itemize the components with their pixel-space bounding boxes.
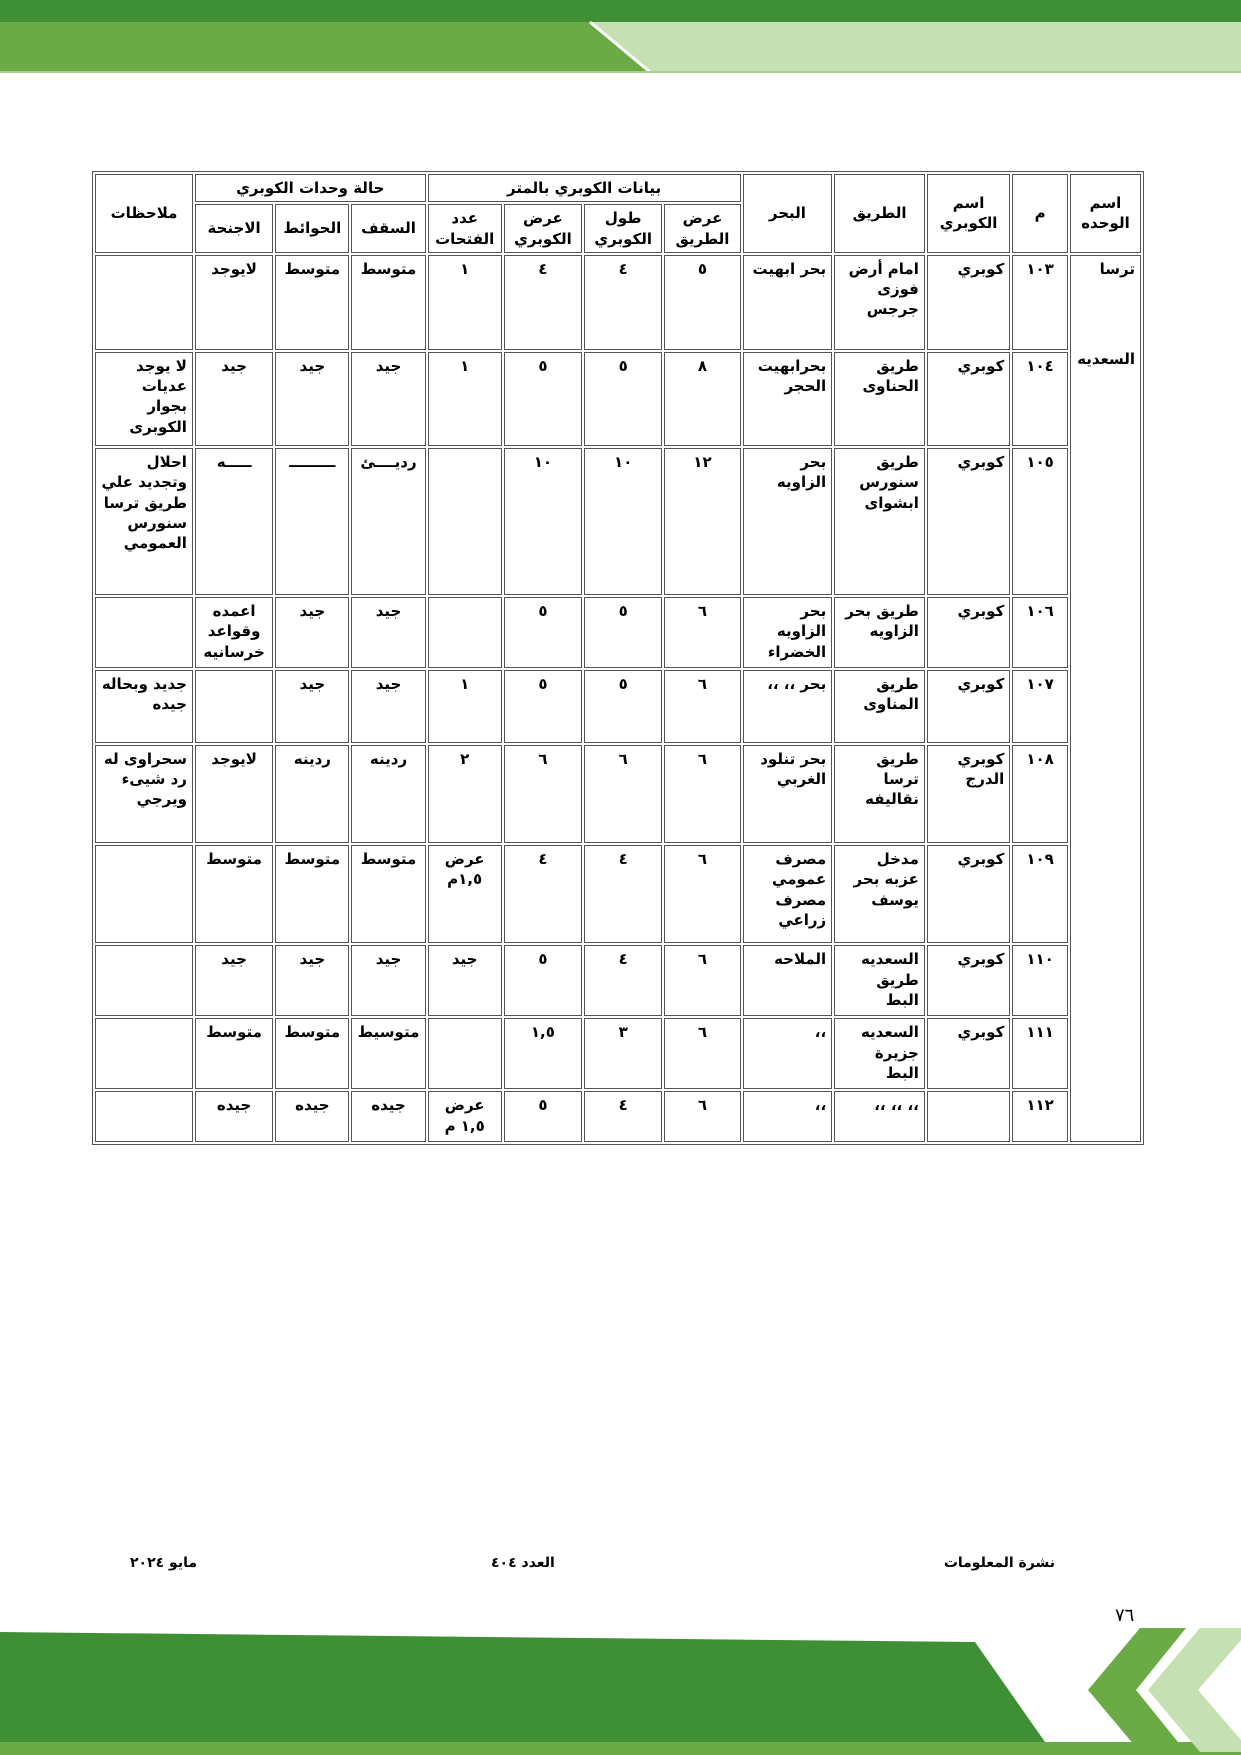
row-walls: متوسط	[275, 845, 349, 943]
header-wings: الاجنحة	[195, 204, 273, 253]
header-road: الطريق	[834, 174, 925, 253]
row-notes: احلال وتجديد علي طريق ترسا سنورس العمومي	[95, 448, 193, 595]
row-wings	[195, 670, 273, 743]
row-num: ١١١	[1012, 1018, 1068, 1089]
row-wings: اعمده وقواعد خرسانيه	[195, 597, 273, 668]
row-walls: جيد	[275, 352, 349, 446]
row-road: السعديه طريق البط	[834, 945, 925, 1016]
row-notes: جديد وبحاله جيده	[95, 670, 193, 743]
row-bridge-length: ٥	[584, 352, 662, 446]
row-roof: ردينه	[351, 745, 425, 843]
row-walls: ـــــــــ	[275, 448, 349, 595]
row-wings: جيده	[195, 1091, 273, 1142]
row-canal: مصرف عمومي مصرف زراعي	[743, 845, 833, 943]
row-road-width: ٦	[664, 1018, 740, 1089]
row-road-width: ٦	[664, 1091, 740, 1142]
row-openings: ٢	[428, 745, 502, 843]
row-roof: جيد	[351, 945, 425, 1016]
row-openings: عرض ١,٥م	[428, 845, 502, 943]
row-bridge-width: ٦	[504, 745, 582, 843]
row-canal: ،،	[743, 1091, 833, 1142]
row-bridge-length: ٣	[584, 1018, 662, 1089]
header-bridge-data: بيانات الكوبري بالمتر	[428, 174, 741, 202]
row-bridge-name: كوبري الدرج	[927, 745, 1010, 843]
row-canal: بحر الزاويه الخضراء	[743, 597, 833, 668]
header-canal: البحر	[743, 174, 833, 253]
row-bridge-name	[927, 1091, 1010, 1142]
row-roof: متوسط	[351, 255, 425, 350]
unit-name: ترسا	[1099, 259, 1135, 278]
row-roof: جيد	[351, 670, 425, 743]
row-bridge-name: كوبري	[927, 945, 1010, 1016]
header-notes: ملاحظات	[95, 174, 193, 253]
row-road-width: ١٢	[664, 448, 740, 595]
row-road: السعديه جزيرة البط	[834, 1018, 925, 1089]
row-wings: لايوجد	[195, 255, 273, 350]
row-bridge-length: ٤	[584, 845, 662, 943]
row-road: طريق سنورس ابشواى	[834, 448, 925, 595]
row-bridge-name: كوبري	[927, 670, 1010, 743]
row-canal: بحر ابهيت	[743, 255, 833, 350]
row-num: ١٠٤	[1012, 352, 1068, 446]
row-notes	[95, 845, 193, 943]
header-bridge-width: عرض الكوبري	[504, 204, 582, 253]
header-openings: عدد الفتحات	[428, 204, 502, 253]
row-openings	[428, 597, 502, 668]
row-canal: بحر الزاويه	[743, 448, 833, 595]
row-bridge-width: ٥	[504, 670, 582, 743]
row-walls: ردينه	[275, 745, 349, 843]
row-roof: رديــــئ	[351, 448, 425, 595]
row-road: طريق بحر الزاويه	[834, 597, 925, 668]
row-walls: متوسط	[275, 1018, 349, 1089]
unit-cell	[1070, 255, 1141, 1142]
row-num: ١٠٦	[1012, 597, 1068, 668]
row-road-width: ٨	[664, 352, 740, 446]
row-roof: جيد	[351, 352, 425, 446]
row-walls: جيد	[275, 597, 349, 668]
row-road: مدخل عزبه بحر يوسف	[834, 845, 925, 943]
row-road-width: ٥	[664, 255, 740, 350]
header-banner	[0, 0, 1241, 80]
row-notes	[95, 1018, 193, 1089]
row-openings	[428, 448, 502, 595]
row-notes: لا يوجد عديات بجوار الكوبرى	[95, 352, 193, 446]
row-wings: جيد	[195, 945, 273, 1016]
row-bridge-name: كوبري	[927, 255, 1010, 350]
table-row	[95, 255, 1141, 350]
row-num: ١٠٨	[1012, 745, 1068, 843]
row-canal: بحر تنلود الغربي	[743, 745, 833, 843]
row-num: ١٠٥	[1012, 448, 1068, 595]
unit-name: السعديه	[1077, 350, 1135, 368]
row-road-width: ٦	[664, 945, 740, 1016]
row-bridge-length: ٤	[584, 1091, 662, 1142]
row-notes	[95, 945, 193, 1016]
row-num: ١١٠	[1012, 945, 1068, 1016]
row-wings: ـــــه	[195, 448, 273, 595]
row-walls: جيد	[275, 945, 349, 1016]
row-road-width: ٦	[664, 670, 740, 743]
row-road-width: ٦	[664, 745, 740, 843]
row-bridge-width: ١,٥	[504, 1018, 582, 1089]
chevron-left-icon-light	[1148, 1628, 1241, 1752]
row-road: ،، ،، ،،	[834, 1091, 925, 1142]
row-walls: متوسط	[275, 255, 349, 350]
row-road-width: ٦	[664, 845, 740, 943]
table-row	[95, 597, 1141, 668]
row-roof: متوسيط	[351, 1018, 425, 1089]
row-roof: جيد	[351, 597, 425, 668]
table-row	[95, 352, 1141, 446]
footer-publication: نشرة المعلومات	[943, 1555, 1055, 1571]
row-bridge-name: كوبري	[927, 597, 1010, 668]
row-bridge-width: ٤	[504, 255, 582, 350]
header-condition: حالة وحدات الكوبري	[195, 174, 426, 202]
row-bridge-length: ٥	[584, 670, 662, 743]
row-bridge-width: ٥	[504, 945, 582, 1016]
row-bridge-name: كوبري	[927, 448, 1010, 595]
row-bridge-length: ٤	[584, 945, 662, 1016]
row-bridge-width: ٥	[504, 352, 582, 446]
row-wings: لايوجد	[195, 745, 273, 843]
row-openings: ١	[428, 352, 502, 446]
row-notes	[95, 255, 193, 350]
footer-issue: العدد ٤٠٤	[491, 1555, 555, 1571]
row-wings: متوسط	[195, 1018, 273, 1089]
row-notes	[95, 1091, 193, 1142]
row-bridge-width: ٥	[504, 1091, 582, 1142]
header-bridge-name: اسم الكوبري	[927, 174, 1010, 253]
row-road: طريق الحناوى	[834, 352, 925, 446]
table-row	[95, 1018, 1141, 1089]
table-row	[95, 745, 1141, 843]
row-openings: جيد	[428, 945, 502, 1016]
row-roof: جيده	[351, 1091, 425, 1142]
table-row	[95, 945, 1141, 1016]
row-canal: بحر ،، ،،	[743, 670, 833, 743]
row-wings: جيد	[195, 352, 273, 446]
table-row	[95, 448, 1141, 595]
row-openings: ١	[428, 670, 502, 743]
row-bridge-length: ٤	[584, 255, 662, 350]
row-bridge-length: ١٠	[584, 448, 662, 595]
table-row	[95, 670, 1141, 743]
row-num: ١٠٩	[1012, 845, 1068, 943]
row-canal: بحرابهيت الحجر	[743, 352, 833, 446]
header-road-width: عرض الطريق	[664, 204, 740, 253]
row-num: ١٠٧	[1012, 670, 1068, 743]
row-openings: عرض ١,٥ م	[428, 1091, 502, 1142]
bridges-table	[92, 171, 1144, 1145]
row-bridge-width: ٤	[504, 845, 582, 943]
row-road: امام أرض فوزى جرجس	[834, 255, 925, 350]
row-bridge-name: كوبري	[927, 1018, 1010, 1089]
header-unit-name: اسم الوحده	[1070, 174, 1141, 253]
header-roof: السقف	[351, 204, 425, 253]
row-roof: متوسط	[351, 845, 425, 943]
row-walls: جيده	[275, 1091, 349, 1142]
header-walls: الحوائط	[275, 204, 349, 253]
row-canal: الملاحه	[743, 945, 833, 1016]
row-bridge-name: كوبري	[927, 845, 1010, 943]
table-row	[95, 845, 1141, 943]
row-wings: متوسط	[195, 845, 273, 943]
row-road: طريق المناوى	[834, 670, 925, 743]
table-row	[95, 1091, 1141, 1142]
row-walls: جيد	[275, 670, 349, 743]
row-road: طريق ترسا نقاليفه	[834, 745, 925, 843]
footer-date: مايو ٢٠٢٤	[130, 1555, 198, 1571]
row-num: ١٠٣	[1012, 255, 1068, 350]
header-bridge-length: طول الكوبري	[584, 204, 662, 253]
row-bridge-name: كوبري	[927, 352, 1010, 446]
row-notes	[95, 597, 193, 668]
row-canal: ،،	[743, 1018, 833, 1089]
row-num: ١١٢	[1012, 1091, 1068, 1142]
row-bridge-length: ٦	[584, 745, 662, 843]
row-road-width: ٦	[664, 597, 740, 668]
page-number: ٧٦	[1115, 1605, 1135, 1626]
row-bridge-width: ٥	[504, 597, 582, 668]
chevron-left-icon	[1088, 1628, 1186, 1752]
row-openings	[428, 1018, 502, 1089]
row-bridge-width: ١٠	[504, 448, 582, 595]
row-openings: ١	[428, 255, 502, 350]
header-num: م	[1012, 174, 1068, 253]
row-notes: سحراوى له رد شيىء ويرجي	[95, 745, 193, 843]
row-bridge-length: ٥	[584, 597, 662, 668]
